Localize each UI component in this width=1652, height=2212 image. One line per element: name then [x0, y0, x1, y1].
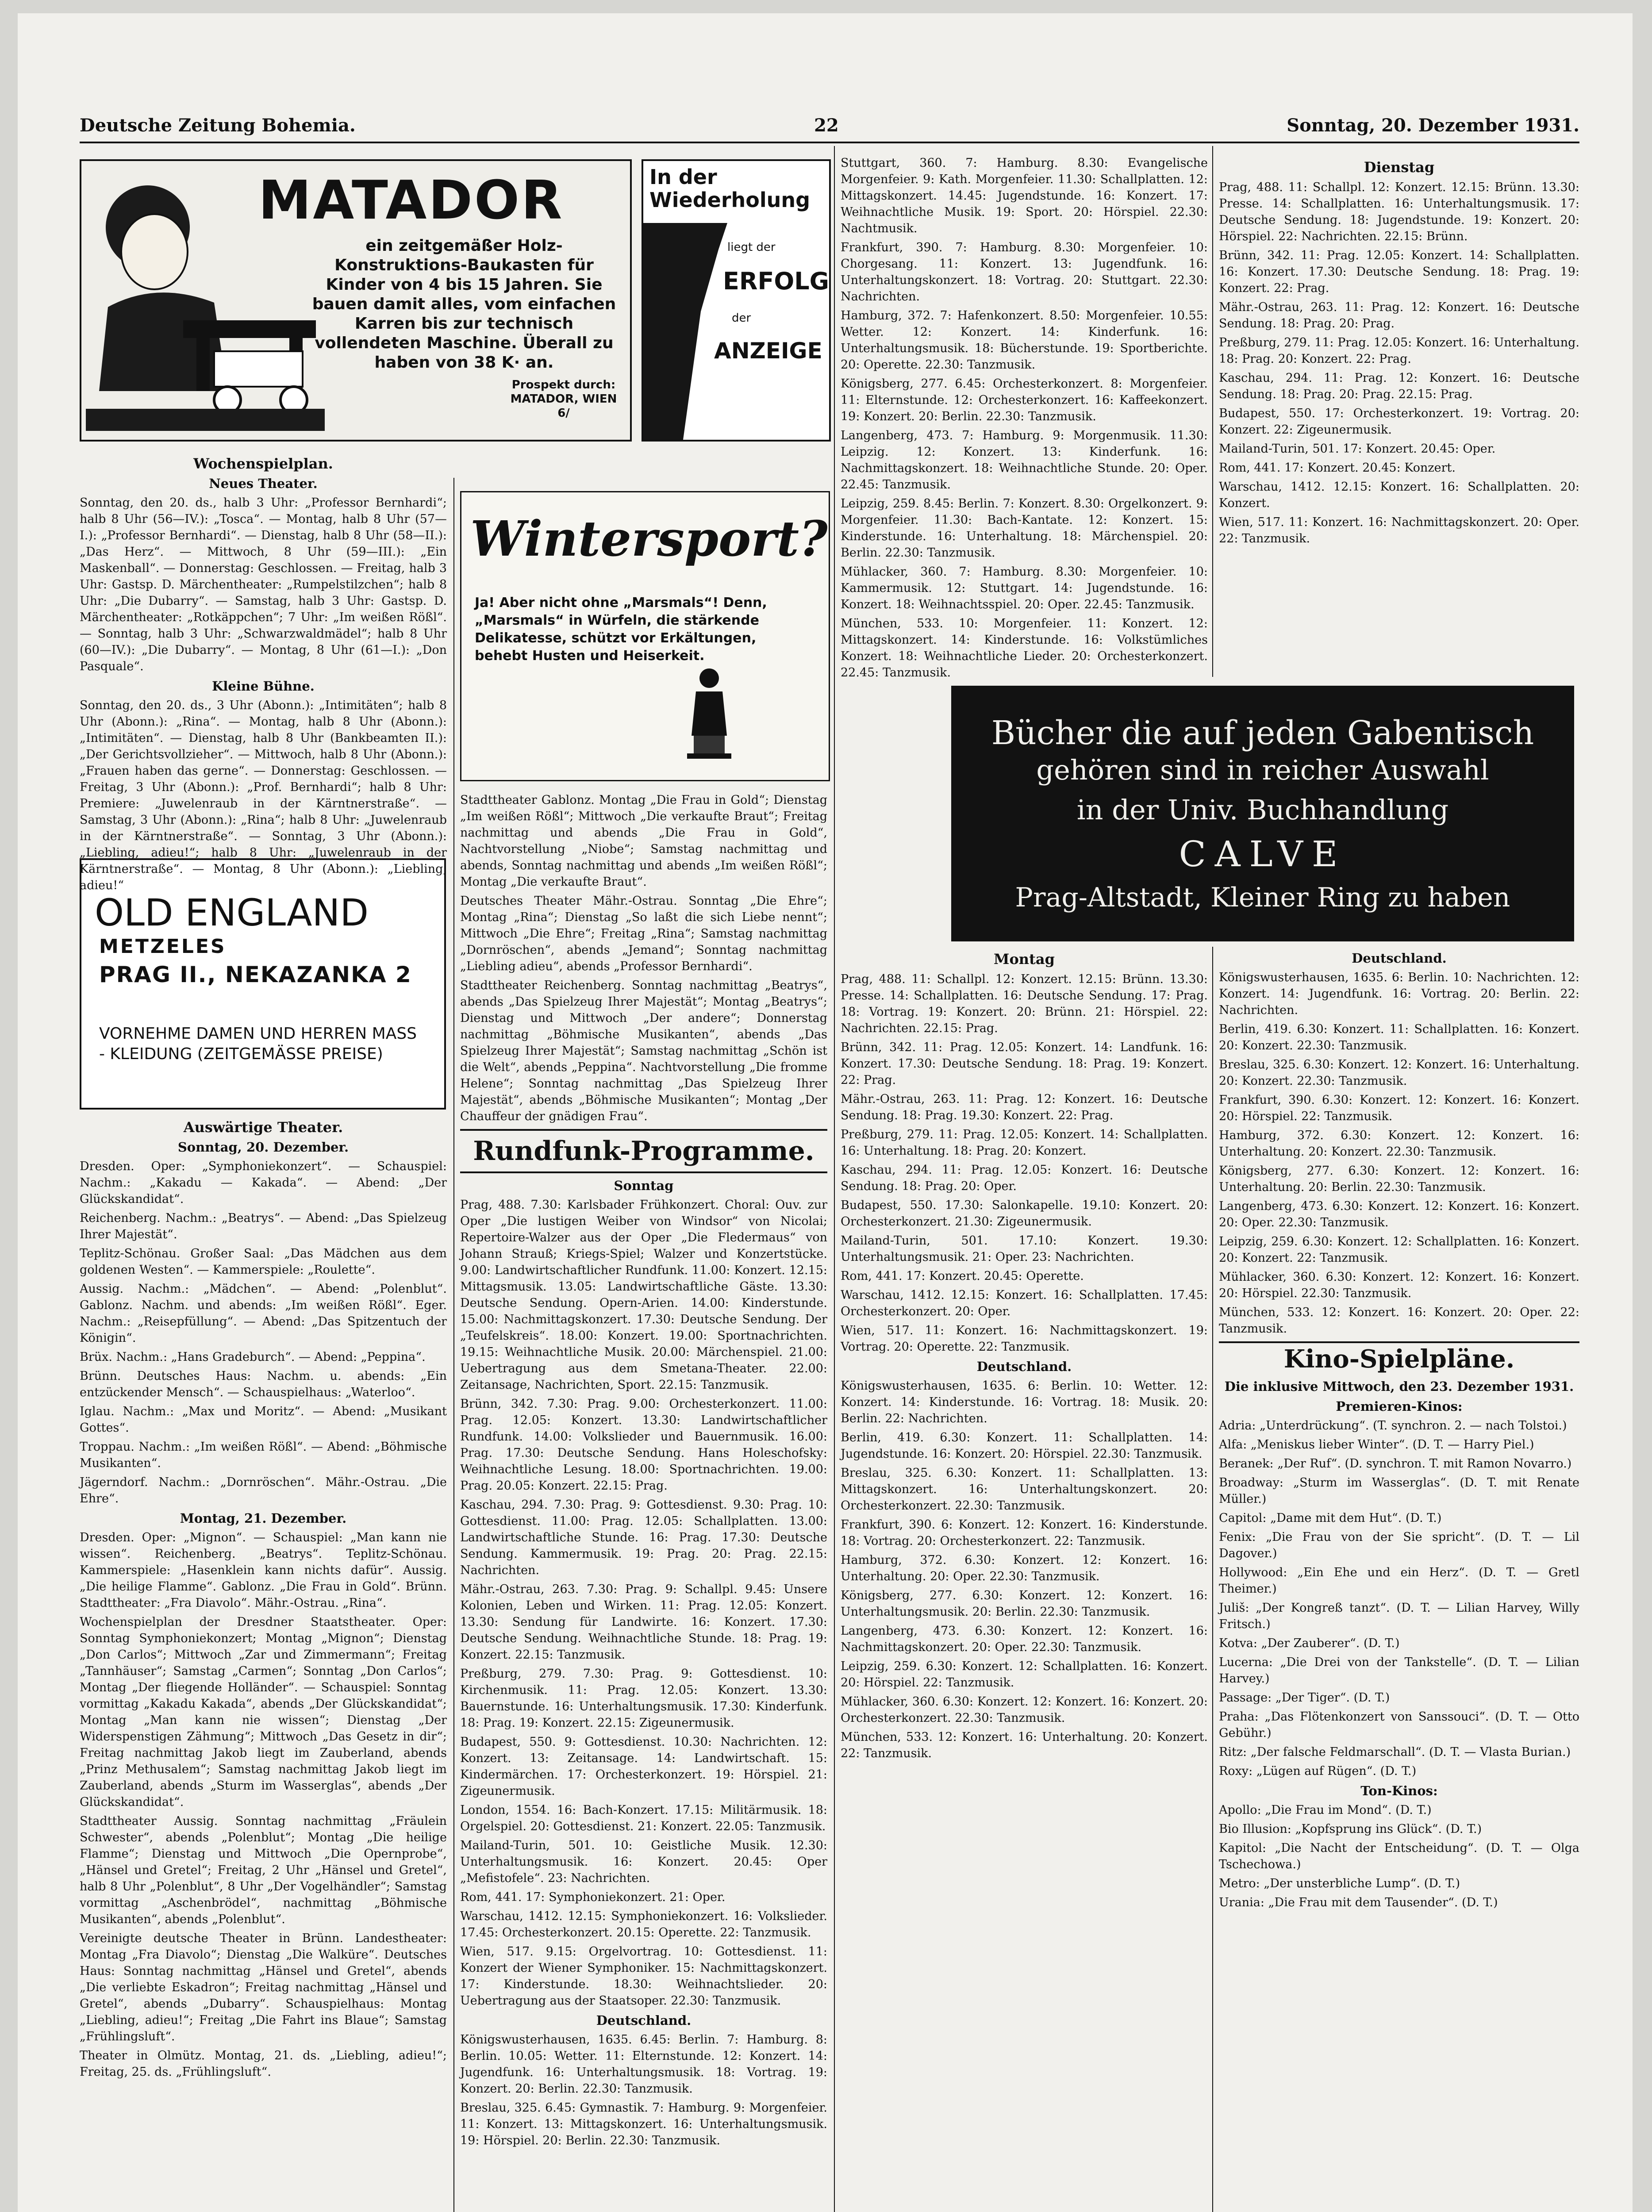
old-england-name: OLD ENGLAND [95, 891, 369, 934]
radio-paragraph: München, 533. 10: Morgenfeier. 11: Konzert. 12: Mittagskonzert. 14: Kinderstunde. 16: Volkstümliches Konzert. 18: Weihnachtliche Lieder. 20: Orchesterkonzert. 22.45: Tanzmusik. [841, 617, 1208, 680]
theater-paragraph: Stadttheater Reichenberg. Sonntag nachmittag „Beatrys“, abends „Das Spielzeug Ihrer Majestät“; Montag „Beatrys“; Dienstag und Mittwoch „Der andere“; Donnerstag nachmittag „Böhmische Musikanten“, abends „Das Spielzeug Ihrer Majestät“; Samstag nachmittag „Schön ist die Welt“, abends „Peppina“. Nachtvorstellung „Die fromme Helene“; Sonntag nachmittag „Das Spielzeug Ihrer Majestät“, abends „Böhmische Musikanten“; Montag „Der Chauffeur der gnädigen Frau“. [460, 979, 827, 1123]
cinema-listing: Ritz: „Der falsche Feldmarschall“. (D. T. — Vlasta Burian.) [1219, 1745, 1571, 1759]
calve-line1: Bücher die auf jeden Gabentisch [991, 714, 1534, 752]
dienstag-section [1219, 155, 1579, 677]
theater-paragraph: Brünn. Deutsches Haus: Nachm. u. abends: „Ein entzückender Mensch“. — Schauspielhaus: „Waterloo“. [80, 1369, 447, 1399]
wiederholung-erfolg: ERFOLG [723, 267, 829, 295]
radio-paragraph: Mühlacker, 360. 6.30: Konzert. 12: Konzert. 16: Konzert. 20: Hörspiel. 22.30: Tanzmusik. [1219, 1270, 1579, 1300]
radio-paragraph: Wien, 517. 11: Konzert. 16: Nachmittagskonzert. 19: Vortrag. 20: Operette. 22: Tanzmusik. [841, 1324, 1208, 1354]
wintersport-headline: Wintersport? [470, 510, 828, 567]
radio-paragraph: Leipzig, 259. 8.45: Berlin. 7: Konzert. 8.30: Orgelkonzert. 9: Morgenfeier. 11.30: Bach-Kantate. 12: Konzert. 15: Kinderstunde. 16: Unterhaltung. 18: Märchenspiel. 20: Berlin. 22.30: Tanzmusik. [841, 497, 1208, 560]
theater-paragraph: Teplitz-Schönau. Großer Saal: „Das Mädchen aus dem goldenen Westen“. — Kammerspiele: „Roulette“. [80, 1247, 447, 1277]
radio-paragraph: Mähr.-Ostrau, 263. 11: Prag. 12: Konzert. 16: Deutsche Sendung. 18: Prag. 19.30: Konzert. 22: Prag. [841, 1092, 1208, 1122]
radio-paragraph: Hamburg, 372. 6.30: Konzert. 12: Konzert. 16: Unterhaltung. 20: Oper. 22.30: Tanzmusik. [841, 1553, 1208, 1583]
radio-paragraph: Königsberg, 277. 6.30: Konzert. 12: Konzert. 16: Unterhaltung. 20: Berlin. 22.30: Tanzmusik. [1219, 1164, 1579, 1194]
section-subtitle: Sonntag, 20. Dezember. [177, 1140, 349, 1155]
kino-title: Kino-Spielpläne. [1283, 1344, 1515, 1374]
theater-paragraph: Deutsches Theater Mähr.-Ostrau. Sonntag „Die Ehre“; Montag „Rina“; Dienstag „So laßt die sich Liebe nennt“; Mittwoch „Die Ehre“; Freitag „Rina“; Samstag nachmittag „Dornröschen“, abends „Jemand“; Sonntag nachmittag „Liebling adieu“, abends „Professor Bernhardi“. [460, 894, 827, 973]
radio-paragraph: Wien, 517. 11: Konzert. 16: Nachmittagskonzert. 20: Oper. 22: Tanzmusik. [1219, 515, 1579, 545]
cinema-listing: Apollo: „Die Frau im Mond“. (D. T.) [1219, 1803, 1432, 1817]
schedule-paragraph: Sonntag, den 20. ds., halb 3 Uhr: „Professor Bernhardi“; halb 8 Uhr (56—IV.): „Tosca“. — Montag, halb 8 Uhr (57—I.): „Professor Bernhardi“. — Dienstag, halb 8 Uhr (58—II.): „Das Herz“. — Mittwoch, 8 Uhr (59—III.): „Ein Maskenball“. — Donnerstag: Geschlossen. — Freitag, halb 3 Uhr: Gastsp. D. Märchentheater: „Rumpelstilzchen“; halb 8 Uhr: „Die Dubarry“. — Samstag, halb 3 Uhr: Gastsp. D. Märchentheater: „Rotkäppchen“; 7 Uhr: „Im weißen Rößl“. — Sonntag, halb 3 Uhr: „Schwarzwaldmädel“; halb 8 Uhr (60—IV.): „Die Dubarry“. — Montag, 8 Uhr (61—I.): „Don Pasquale“. [80, 496, 447, 673]
radio-paragraph: Brünn, 342. 7.30: Prag. 9.00: Orchesterkonzert. 11.00: Prag. 12.05: Konzert. 13.30: Landwirtschaftlicher Rundfunk. 14.00: Volkslieder und Bauernmusik. 16.00: Prag. 17.30: Deutsche Sendung. Hans Holeschofsky: Weihnachtliche Lesung. 18.00: Sportnachrichten. 19.00: Prag. 20.05: Konzert. 22.15: Prag. [460, 1397, 827, 1493]
theater-paragraph: Stadttheater Aussig. Sonntag nachmittag „Fräulein Schwester“, abends „Polenblut“; Montag „Die heilige Flamme“; Dienstag und Mittwoch „Die Opernprobe“, „Hänsel und Gretel“; Freitag, 2 Uhr „Hänsel und Gretel“, halb 8 Uhr „Polenblut“, 8 Uhr „Der Vogelhändler“; Samstag vormittag „Aschenbrödel“, nachmittag „Böhmische Musikanten“, abends „Polenblut“. [80, 1814, 447, 1926]
kino-date: Die inklusive Mittwoch, den 23. Dezember 1931. [1224, 1379, 1574, 1394]
radio-paragraph: Frankfurt, 390. 7: Hamburg. 8.30: Morgenfeier. 10: Chorgesang. 11: Konzert. 13: Jugendfunk. 16: Unterhaltungskonzert. 18: Vortrag. 20: Stuttgart. 22.30: Nachrichten. [841, 241, 1208, 303]
theater-paragraph: Reichenberg. Nachm.: „Beatrys“. — Abend: „Das Spielzeug Ihrer Majestät“. [80, 1211, 447, 1241]
radio-paragraph: Budapest, 550. 17.30: Salonkapelle. 19.10: Konzert. 20: Orchesterkonzert. 21.30: Zigeunermusik. [841, 1198, 1208, 1229]
radio-paragraph: Preßburg, 279. 11: Prag. 12.05: Konzert. 16: Unterhaltung. 18: Prag. 20: Konzert. 22: Prag. [1219, 336, 1579, 366]
radio-paragraph: Brünn, 342. 11: Prag. 12.05: Konzert. 14: Landfunk. 16: Konzert. 17.30: Deutsche Sendung. 18: Prag. 19: Konzert. 22: Prag. [841, 1041, 1208, 1087]
radio-paragraph: Brünn, 342. 11: Prag. 12.05: Konzert. 14: Schallplatten. 16: Konzert. 17.30: Deutsche Sendung. 18: Prag. 19: Konzert. 22: Prag. [1219, 249, 1579, 295]
section-title: Dienstag [1364, 159, 1435, 176]
radio-paragraph: Preßburg, 279. 7.30: Prag. 9: Gottesdienst. 10: Kirchenmusik. 11: Prag. 12.05: Konzert. 13.30: Bauernstunde. 16: Unterhaltungsmusik. 17.30: Kinderfunk. 18: Prag. 19: Konzert. 22.15: Zigeunermusik. [460, 1667, 827, 1730]
section-subtitle: Montag, 21. Dezember. [180, 1511, 347, 1526]
radio-paragraph: Warschau, 1412. 12.15: Konzert. 16: Schallplatten. 17.45: Orchesterkonzert. 20: Oper. [841, 1288, 1208, 1318]
radio-paragraph: Prag, 488. 11: Schallpl. 12: Konzert. 12.15: Brünn. 13.30: Presse. 14: Schallplatten. 16: Unterhaltungsmusik. 17: Deutsche Sendung. 18: Jugendstunde. 19: Konzert. 20: Hörspiel. 22: Nachrichten. 22.15: Brünn. [1219, 180, 1579, 243]
matador-description: ein zeitgemäßer Holz-Konstruktions-Baukasten für Kinder von 4 bis 15 Jahren. Sie bauen damit alles, vom einfachen Karren bis zur technisch vollendeten Maschine. Überall zu haben von 38 K· an. [312, 237, 616, 372]
section-subtitle: Premieren-Kinos: [1336, 1399, 1463, 1414]
old-england-tagline: VORNEHME DAMEN UND HERREN MASS - KLEIDUNG (ZEITGEMÄSSE PREISE) [99, 1025, 417, 1063]
theater-paragraph: Theater in Olmütz. Montag, 21. ds. „Liebling, adieu!“; Freitag, 25. ds. „Frühlingsluft“. [80, 2049, 447, 2079]
cinema-listing: Fenix: „Die Frau von der Sie spricht“. (D. T. — Lil Dagover.) [1219, 1530, 1579, 1560]
radio-paragraph: Frankfurt, 390. 6: Konzert. 12: Konzert. 16: Kinderstunde. 18: Vortrag. 20: Orchesterkonzert. 22: Tanzmusik. [841, 1518, 1208, 1548]
cinema-listing: Passage: „Der Tiger“. (D. T.) [1219, 1691, 1390, 1705]
cinema-listing: Beranek: „Der Ruf“. (D. synchron. T. mit Ramon Novarro.) [1219, 1457, 1572, 1471]
issue-date: Sonntag, 20. Dezember 1931. [1287, 115, 1579, 136]
matador-brand: MATADOR [258, 170, 564, 231]
rundfunk-title: Rundfunk-Programme. [460, 1129, 827, 1173]
calve-bookshop-ad [951, 686, 1574, 941]
radio-paragraph: Stuttgart, 360. 7: Hamburg. 8.30: Evangelische Morgenfeier. 9: Kath. Morgenfeier. 11.30: Schallplatten. 12: Mittagskonzert. 14.45: Jugendstunde. 16: Konzert. 17: Weihnachtliche Musik. 19: Sport. 20: Hörspiel. 22.30: Nachtmusik. [841, 156, 1208, 235]
cinema-listing: Alfa: „Meniskus lieber Winter“. (D. T. — Harry Piel.) [1219, 1438, 1534, 1452]
radio-paragraph: Berlin, 419. 6.30: Konzert. 11: Schallplatten. 14: Jugendstunde. 16: Konzert. 20: Hörspiel. 22.30: Tanzmusik. [841, 1431, 1208, 1461]
radio-paragraph: Königswusterhausen, 1635. 6: Berlin. 10: Nachrichten. 12: Konzert. 14: Jugendfunk. 16: Vortrag. 20: Berlin. 22: Nachrichten. [1219, 971, 1579, 1017]
wiederholung-ad [642, 159, 831, 442]
radio-paragraph: Warschau, 1412. 12.15: Konzert. 16: Schallplatten. 20: Konzert. [1219, 480, 1579, 510]
wiederholung-line4: der [732, 311, 751, 325]
section-title: Auswärtige Theater. [183, 1119, 343, 1136]
radio-paragraph: Rom, 441. 17: Konzert. 20.45: Konzert. [1219, 461, 1456, 475]
radio-paragraph: Warschau, 1412. 12.15: Symphoniekonzert. 16: Volkslieder. 17.45: Orchesterkonzert. 20.15: Operette. 22: Tanzmusik. [460, 1909, 827, 1939]
radio-paragraph: Mühlacker, 360. 6.30: Konzert. 12: Konzert. 16: Konzert. 20: Orchesterkonzert. 22.30: Tanzmusik. [841, 1695, 1208, 1725]
matador-prospect: Prospekt durch: MATADOR, WIEN 6/ [510, 378, 617, 420]
theater-paragraph: Wochenspielplan der Dresdner Staatstheater. Oper: Sonntag Symphoniekonzert; Montag „Mignon“; Dienstag „Don Carlos“; Mittwoch „Zar und Zimmermann“; Freitag „Tannhäuser“; Samstag „Carmen“; Sonntag „Don Carlos“; Montag „Der fliegende Holländer“. — Schauspiel: Sonntag vormittag „Kakadu Kakada“, abends „Der Glückskandidat“; Montag „Man kann nie wissen“; Dienstag „Der Widerspenstigen Zähmung“; Mittwoch „Das Gesetz in dir“; Freitag nachmittag Jakob liegt im Zauberland, abends „Prinz Methusalem“; Samstag nachmittag Jakob liegt im Zauberland, abends „Sturm im Wasserglas“, abends „Der Glückskandidat“. [80, 1615, 447, 1809]
radio-paragraph: Preßburg, 279. 11: Prag. 12.05: Konzert. 14: Schallplatten. 16: Unterhaltung. 18: Prag. 20: Konzert. [841, 1128, 1208, 1158]
radio-paragraph: Hamburg, 372. 6.30: Konzert. 12: Konzert. 16: Unterhaltung. 20: Konzert. 22.30: Tanzmusik. [1219, 1129, 1579, 1159]
section-subtitle: Deutschland. [976, 1359, 1072, 1374]
montag-section [841, 947, 1208, 2212]
theater-paragraph: Troppau. Nachm.: „Im weißen Rößl“. — Abend: „Böhmische Musikanten“. [80, 1440, 447, 1470]
radio-paragraph: Breslau, 325. 6.45: Gymnastik. 7: Hamburg. 9: Morgenfeier. 11: Konzert. 13: Mittagskonzert. 16: Unterhaltungsmusik. 19: Hörspiel. 20: Berlin. 22.30: Tanzmusik. [460, 2101, 827, 2147]
radio-paragraph: Breslau, 325. 6.30: Konzert. 12: Konzert. 16: Unterhaltung. 20: Konzert. 22.30: Tanzmusik. [1219, 1058, 1579, 1088]
calve-name: CALVE [1179, 833, 1347, 875]
theater-paragraph: Jägerndorf. Nachm.: „Dornröschen“. Mähr.-Ostrau. „Die Ehre“. [80, 1475, 447, 1505]
matador-ad [80, 159, 632, 442]
radio-paragraph: Wien, 517. 9.15: Orgelvortrag. 10: Gottesdienst. 11: Konzert der Wiener Symphoniker. 15: Nachmittagskonzert. 17: Kinderstunde. 18.30: Weihnachtslieder. 20: Uebertragung aus der Staatsoper. 22.30: Tanzmusik. [460, 1945, 827, 2008]
wintersport-body: Ja! Aber nicht ohne „Marsmals“! Denn, „Marsmals“ in Würfeln, die stärkende Delikatesse, schützt vor Erkältungen, behebt Husten und Heiserkeit. [475, 595, 767, 664]
radio-paragraph: Frankfurt, 390. 6.30: Konzert. 12: Konzert. 16: Konzert. 20: Hörspiel. 22: Tanzmusik. [1219, 1093, 1579, 1123]
auswaertige-theater-section [80, 1115, 447, 2212]
wiederholung-top [643, 161, 829, 219]
page-number: 22 [814, 115, 839, 136]
radio-paragraph: Kaschau, 294. 11: Prag. 12: Konzert. 16: Deutsche Sendung. 18: Prag. 20: Prag. 22.15: Prag. [1219, 371, 1579, 401]
column-3-top [841, 155, 1208, 680]
header-rule [80, 142, 1579, 143]
cinema-listing: Roxy: „Lügen auf Rügen“. (D. T.) [1219, 1764, 1417, 1778]
calve-address: Prag-Altstadt, Kleiner Ring zu haben [1015, 882, 1510, 913]
radio-paragraph: Leipzig, 259. 6.30: Konzert. 12: Schallplatten. 16: Konzert. 20: Hörspiel. 22: Tanzmusik. [841, 1659, 1208, 1690]
cinema-listing: Broadway: „Sturm im Wasserglas“. (D. T. mit Renate Müller.) [1219, 1476, 1579, 1506]
radio-paragraph: Mailand-Turin, 501. 10: Geistliche Musik. 12.30: Unterhaltungsmusik. 16: Konzert. 20.45: Oper „Mefistofele“. 23: Nachrichten. [460, 1839, 827, 1885]
radio-paragraph: Mähr.-Ostrau, 263. 11: Prag. 12: Konzert. 16: Deutsche Sendung. 18: Prag. 20: Prag. [1219, 300, 1579, 330]
wintersport-ad [460, 491, 830, 781]
radio-paragraph: Mähr.-Ostrau, 263. 7.30: Prag. 9: Schallpl. 9.45: Unsere Kolonien, Leben und Wirken. 11: Prag. 12.05: Konzert. 13.30: Sendung für Landwirte. 16: Konzert. 17.30: Deutsche Sendung. Weihnachtliche Stunde. 18: Prag. 19: Konzert. 22.15: Tanzmusik. [460, 1582, 827, 1662]
cinema-listing: Lucerna: „Die Drei von der Tankstelle“. (D. T. — Lilian Harvey.) [1219, 1655, 1579, 1686]
radio-paragraph: Königsberg, 277. 6.45: Orchesterkonzert. 8: Morgenfeier. 11: Elternstunde. 12: Orchesterkonzert. 16: Kaffeekonzert. 19: Konzert. 20: Berlin. 22.30: Tanzmusik. [841, 377, 1208, 423]
calve-line2: gehören sind in reicher Auswahl [1036, 754, 1489, 786]
section-title: Montag [994, 951, 1055, 968]
column-divider [1212, 947, 1213, 2212]
radio-paragraph: Prag, 488. 11: Schallpl. 12: Konzert. 12.15: Brünn. 13.30: Presse. 14: Schallplatten. 16: Deutsche Sendung. 17: Prag. 18: Vortrag. 19: Konzert. 20: Brünn. 21: Hörspiel. 22: Nachrichten. 22.15: Prag. [841, 972, 1208, 1035]
radio-paragraph: Kaschau, 294. 7.30: Prag. 9: Gottesdienst. 9.30: Prag. 10: Gottesdienst. 11.00: Prag. 12.05: Schallplatten. 13.00: Landwirtschaftliche Stunde. 16: Prag. 17.30: Deutsche Sendung. Kammermusik. 19: Prag. 20: Prag. 22.15: Nachrichten. [460, 1498, 827, 1577]
theater-paragraph: Iglau. Nachm.: „Max und Moritz“. — Abend: „Musikant Gottes“. [80, 1405, 447, 1435]
section-title: Wochenspielplan. [193, 455, 333, 472]
radio-paragraph: Berlin, 419. 6.30: Konzert. 11: Schallplatten. 16: Konzert. 20: Konzert. 22.30: Tanzmusik. [1219, 1022, 1579, 1052]
wiederholung-line2: liegt der [727, 241, 776, 254]
newspaper-name: Deutsche Zeitung Bohemia. [80, 115, 356, 136]
column-divider [834, 146, 835, 2212]
section-subtitle: Neues Theater. [209, 476, 318, 491]
column-4-bottom [1219, 947, 1579, 2212]
wochenspielplan-section [80, 451, 447, 892]
column-divider [453, 478, 454, 2212]
radio-paragraph: Königswusterhausen, 1635. 6.45: Berlin. 7: Hamburg. 8: Berlin. 10.05: Wetter. 11: Elternstunde. 12: Konzert. 14: Jugendfunk. 16: Unterhaltungsmusik. 18: Vortrag. 19: Konzert. 20: Berlin. 22.30: Tanzmusik. [460, 2033, 827, 2096]
column-divider [1212, 146, 1213, 677]
radio-paragraph: Rom, 441. 17: Konzert. 20.45: Operette. [841, 1269, 1084, 1283]
radio-paragraph: Langenberg, 473. 6.30: Konzert. 12: Konzert. 16: Konzert. 20: Oper. 22.30: Tanzmusik. [1219, 1199, 1579, 1229]
radio-paragraph: Hamburg, 372. 7: Hafenkonzert. 8.50: Morgenfeier. 10.55: Wetter. 12: Konzert. 14: Kinderfunk. 16: Unterhaltungsmusik. 18: Bücherstunde. 19: Sportberichte. 20: Operette. 22.30: Tanzmusik. [841, 309, 1208, 372]
section-subtitle: Deutschland. [1352, 951, 1447, 966]
radio-paragraph: München, 533. 12: Konzert. 16: Konzert. 20: Oper. 22: Tanzmusik. [1219, 1306, 1579, 1336]
radio-paragraph: Mühlacker, 360. 7: Hamburg. 8.30: Morgenfeier. 10: Kammermusik. 12: Stuttgart. 14: Jugendstunde. 16: Konzert. 18: Weihnachtsspiel. 20: Oper. 22.45: Tanzmusik. [841, 565, 1208, 611]
radio-paragraph: London, 1554. 16: Bach-Konzert. 17.15: Militärmusik. 18: Orgelspiel. 20: Gottesdienst. 21: Konzert. 22.05: Tanzmusik. [460, 1803, 827, 1833]
radio-paragraph: Langenberg, 473. 6.30: Konzert. 12: Konzert. 16: Nachmittagskonzert. 20: Oper. 22.30: Tanzmusik. [841, 1624, 1208, 1654]
page-header [80, 115, 1579, 142]
section-subtitle: Kleine Bühne. [212, 679, 315, 694]
cinema-listing: Capitol: „Dame mit dem Hut“. (D. T.) [1219, 1511, 1442, 1525]
radio-paragraph: Königsberg, 277. 6.30: Konzert. 12: Konzert. 16: Unterhaltungsmusik. 20: Berlin. 22.30: Tanzmusik. [841, 1589, 1208, 1619]
skier-figure-icon [683, 661, 736, 762]
section-subtitle: Deutschland. [596, 2013, 692, 2028]
cinema-listing: Metro: „Der unsterbliche Lump“. (D. T.) [1219, 1877, 1460, 1890]
radio-paragraph: Mailand-Turin, 501. 17.10: Konzert. 19.30: Unterhaltungsmusik. 21: Oper. 23: Nachrichten. [841, 1234, 1208, 1264]
theater-paragraph: Dresden. Oper: „Mignon“. — Schauspiel: „Man kann nie wissen“. Reichenberg. „Beatrys“. Teplitz-Schönau. Kammerspiele: „Hasenklein kann nichts dafür“. Aussig. „Die heilige Flamme“. Gablonz. „Die Frau in Gold“. Brünn. Stadttheater: „Fra Diavolo“. Mähr.-Ostrau. „Rina“. [80, 1531, 447, 1610]
cinema-listing: Urania: „Die Frau mit dem Tausender“. (D. T.) [1219, 1896, 1498, 1909]
cinema-listing: Juliš: „Der Kongreß tanzt“. (D. T. — Lilian Harvey, Willy Fritsch.) [1219, 1601, 1579, 1631]
old-england-address: PRAG II., NEKAZANKA 2 [99, 962, 412, 987]
radio-paragraph: Kaschau, 294. 11: Prag. 12.05: Konzert. 16: Deutsche Sendung. 18: Prag. 20: Oper. [841, 1163, 1208, 1193]
wiederholung-body [643, 223, 829, 440]
radio-paragraph: Rom, 441. 17: Symphoniekonzert. 21: Oper. [460, 1890, 726, 1904]
cinema-listing: Adria: „Unterdrückung“. (T. synchron. 2. — nach Tolstoi.) [1219, 1419, 1567, 1432]
radio-paragraph: Breslau, 325. 6.30: Konzert. 11: Schallplatten. 13: Mittagskonzert. 16: Unterhaltungskonzert. 20: Orchesterkonzert. 22.30: Tanzmusik. [841, 1466, 1208, 1513]
section-subtitle: Sonntag [614, 1178, 674, 1193]
column-2 [460, 792, 827, 2212]
section-subtitle: Ton-Kinos: [1360, 1783, 1438, 1798]
theater-paragraph: Dresden. Oper: „Symphoniekonzert“. — Schauspiel: Nachm.: „Kakadu — Kakada“. — Abend: „Der Glückskandidat“. [80, 1160, 447, 1206]
cinema-listing: Kapitol: „Die Nacht der Entscheidung“. (D. T. — Olga Tschechowa.) [1219, 1841, 1579, 1871]
schedule-paragraph: Sonntag, den 20. ds., 3 Uhr (Abonn.): „Intimitäten“; halb 8 Uhr (Abonn.): „Rina“. — Montag, halb 8 Uhr (Abonn.): „Intimitäten“. — Dienstag, halb 8 Uhr (Bankbeamten II.): „Der Gerichtsvollzieher“. — Mittwoch, halb 8 Uhr (Abonn.): „Frauen haben das gerne“. — Donnerstag: Geschlossen. — Freitag, 3 Uhr (Abonn.): „Prof. Bernhardi“; halb 8 Uhr: Premiere: „Juwelenraub in der Kärntnerstraße“. — Samstag, 3 Uhr (Abonn.): „Rina“; halb 8 Uhr: „Juwelenraub in der Kärntnerstraße“. — Sonntag, 3 Uhr (Abonn.): „Liebling, adieu!“; halb 8 Uhr: „Juwelenraub in der Kärntnerstraße“. — Montag, 8 Uhr (Abonn.): „Liebling, adieu!“ [80, 699, 447, 892]
calve-line3: in der Univ. Buchhandlung [1076, 794, 1449, 826]
cinema-listing: Hollywood: „Ein Ehe und ein Herz“. (D. T. — Gretl Theimer.) [1219, 1566, 1579, 1596]
theater-paragraph: Stadttheater Gablonz. Montag „Die Frau in Gold“; Dienstag „Im weißen Rößl“; Mittwoch „Die verkaufte Braut“; Freitag nachmittag und abends „Die Frau in Gold“, Nachtvorstellung „Niobe“; Samstag nachmittag und abends, Sonntag nachmittag und abends „Im weißen Rößl“; Montag „Die verkaufte Braut“. [460, 793, 827, 889]
radio-paragraph: Budapest, 550. 17: Orchesterkonzert. 19: Vortrag. 20: Konzert. 22: Zigeunermusik. [1219, 407, 1579, 437]
radio-paragraph: Mailand-Turin, 501. 17: Konzert. 20.45: Oper. [1219, 442, 1496, 456]
radio-paragraph: Leipzig, 259. 6.30: Konzert. 12: Schallplatten. 16: Konzert. 20: Konzert. 22: Tanzmusik. [1219, 1235, 1579, 1265]
theater-paragraph: Brüx. Nachm.: „Hans Gradeburch“. — Abend: „Peppina“. [80, 1350, 426, 1364]
wiederholung-heading: In der Wiederholung [649, 165, 811, 212]
radio-paragraph: Langenberg, 473. 7: Hamburg. 9: Morgenmusik. 11.30: Leipzig. 12: Konzert. 13: Kinderfunk. 16: Nachmittagskonzert. 18: Weihnachtliche Stunde. 20: Oper. 22.45: Tanzmusik. [841, 429, 1208, 492]
wiederholung-anzeige: ANZEIGE [714, 338, 822, 364]
newspaper-page [18, 13, 1633, 2212]
theater-paragraph: Vereinigte deutsche Theater in Brünn. Landestheater: Montag „Fra Diavolo“; Dienstag „Die Walküre“. Deutsches Haus: Sonntag nachmittag „Hänsel und Gretel“, abends „Die verliebte Eskadron“; Freitag nachmittag „Hänsel und Gretel“, abends „Dubarry“. Schauspielhaus: Montag „Liebling, adieu!“; Freitag „Die Fahrt ins Blaue“; Samstag „Frühlingsluft“. [80, 1932, 447, 2043]
cinema-listing: Kotva: „Der Zauberer“. (D. T.) [1219, 1636, 1400, 1650]
cinema-listing: Praha: „Das Flötenkonzert von Sanssouci“. (D. T. — Otto Gebühr.) [1219, 1710, 1579, 1740]
radio-paragraph: Budapest, 550. 9: Gottesdienst. 10.30: Nachrichten. 12: Konzert. 13: Zeitansage. 14: Landwirtschaft. 15: Kindermärchen. 17: Orchesterkonzert. 19: Hörspiel. 21: Zigeunermusik. [460, 1735, 827, 1798]
radio-paragraph: Königswusterhausen, 1635. 6: Berlin. 10: Wetter. 12: Konzert. 14: Kinderstunde. 16: Vortrag. 18: Musik. 20: Berlin. 22: Nachrichten. [841, 1379, 1208, 1425]
radio-paragraph: Prag, 488. 7.30: Karlsbader Frühkonzert. Choral: Ouv. zur Oper „Die lustigen Weiber von Windsor“ von Nicolai; Repertoire-Walzer aus der Oper „Die Fledermaus“ von Johann Strauß; Kriegs-Spiel; Walzer und Konzertstücke. 9.00: Landwirtschaftlicher Rundfunk. 11.00: Konzert. 12.15: Mittagsmusik. 13.05: Landwirtschaftliche Gäste. 13.30: Deutsche Sendung. Opern-Arien. 14.00: Kinderstunde. 15.00: Nachmittagskonzert. 17.30: Deutsche Sendung. Der „Teufelskreis“. 18.00: Konzert. 19.00: Sportnachrichten. 19.15: Weihnachtliche Musik. 20.00: Märchenspiel. 21.00: Uebertragung aus dem Smetana-Theater. 22.00: Zeitansage, Nachrichten, Sport. 22.15: Tanzmusik. [460, 1198, 827, 1392]
hand-illustration [643, 223, 829, 440]
old-england-ad [80, 858, 446, 1110]
theater-paragraph: Aussig. Nachm.: „Mädchen“. — Abend: „Polenblut“. Gablonz. Nachm. und abends: „Im weißen Rößl“. Eger. Nachm.: „Reisepfüllung“. — Abend: „Das Spitzentuch der Königin“. [80, 1282, 447, 1345]
radio-paragraph: München, 533. 12: Konzert. 16: Unterhaltung. 20: Konzert. 22: Tanzmusik. [841, 1730, 1208, 1760]
cinema-listing: Bio Illusion: „Kopfsprung ins Glück“. (D. T.) [1219, 1822, 1482, 1836]
old-england-owner: METZELES [99, 935, 227, 958]
